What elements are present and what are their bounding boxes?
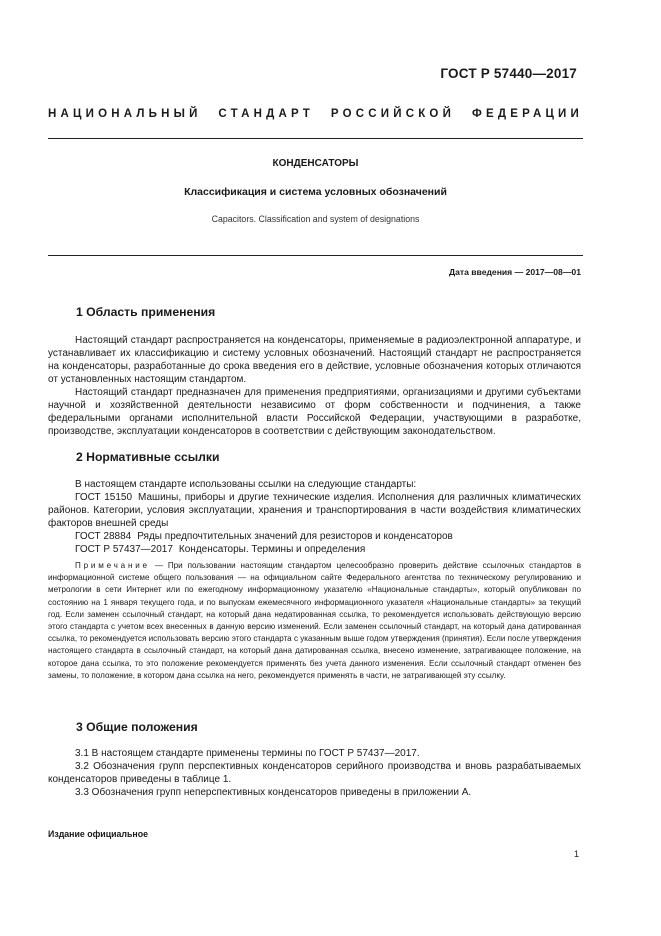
national-standard-banner: НАЦИОНАЛЬНЫЙ СТАНДАРТ РОССИЙСКОЙ ФЕДЕРАЦИИ [48,108,583,120]
gost-code: ГОСТ Р 57440—2017 [440,66,577,81]
note-text: — При пользовании настоящим стандартом целесообразно проверить действие ссылочных стандартов в информационной системе общего пользования — на официальном сайте Федерального агентства по техническому регулированию и метрологии в сети Интернет или по ежегодному информационному указателю «Национальные стандарты», который опубликован по состоянию на 1 января текущего года, и по выпускам ежемесячного информационного указателя «Национальные стандарты» за текущий год. Если заменен ссылочный стандарт, на который дана недатированная ссылка, то рекомендуется использовать действующую версию этого стандарта с учетом всех внесенных в данную версию изменений. Если заменен ссылочный стандарт, на который дана датированная ссылка, то рекомендуется использовать версию этого стандарта с указанным выше годом утверждения (принятия). Если после утверждения настоящего стандарта в ссылочный стандарт, на который дана датированная ссылка, внесено изменение, затрагивающее положение, на которое дана ссылка, то это положение рекомендуется применять без учета данного изменения. Если ссылочный стандарт отменен без замены, то положение, в котором дана ссылка на него, рекомендуется применять в части, не затрагивающей эту ссылку. [48,561,581,680]
title-divider [48,255,583,256]
official-edition-label: Издание официальное [48,829,148,839]
section-3-paragraph-3: 3.3 Обозначения групп неперспективных конденсаторов приведены в приложении А. [75,787,472,798]
reference-item [48,543,581,556]
reference-title: Ряды предпочтительных значений для резисторов и конденсаторов [137,531,453,542]
reference-code: ГОСТ 28884 [75,531,132,542]
document-title: КОНДЕНСАТОРЫ [272,158,359,169]
english-title: Capacitors. Classification and system of designations [211,214,420,224]
reference-title: Конденсаторы. Термины и определения [178,544,366,555]
section-3-heading: 3 Общие положения [76,720,198,734]
effective-date: Дата введения — 2017—08—01 [448,267,581,277]
reference-item [48,491,581,530]
section-2-heading: 2 Нормативные ссылки [76,450,220,464]
reference-title: Машины, приборы и другие технические изделия. Исполнения для различных климатических районов. Категории, условия эксплуатации, хранения и транспортирования в части воздействия климатических факторов внешней среды [48,492,581,529]
reference-note [48,560,581,682]
section-1-paragraph-2: Настоящий стандарт предназначен для применения предприятиями, организациями и другими субъектами научной и хозяйственной деятельности независимо от форм собственности и подчинения, а также федеральными органами исполнительной власти Российской Федерации, участвующими в разработке, производстве, эксплуатации конденсаторов в соответствии с действующим законодательством. [48,387,581,437]
section-3-paragraph-2: 3.2 Обозначения групп перспективных конденсаторов серийного производства и вновь разрабатываемых конденсаторов приведены в таблице 1. [48,761,581,785]
section-1-paragraph-1: Настоящий стандарт распространяется на конденсаторы, применяемые в радиоэлектронной аппаратуре, и устанавливает их классификацию и систему условных обозначений. Настоящий стандарт не распространяется на конденсаторы, разработанные до срока введения его в действие, условные обозначения которых отличаются от установленных настоящим стандартом. [48,335,581,385]
section-2-body [48,478,581,556]
section-1-heading: 1 Область применения [76,305,216,319]
section-3-body [48,747,581,799]
section-3-paragraph-1: 3.1 В настоящем стандарте применены термины по ГОСТ Р 57437—2017. [75,748,420,759]
reference-code: ГОСТ Р 57437—2017 [75,544,173,555]
document-subtitle: Классификация и система условных обозначений [184,186,447,198]
page-number: 1 [573,849,579,859]
section-1-body [48,334,581,438]
top-divider [48,138,583,139]
reference-item [48,530,581,543]
section-2-intro: В настоящем стандарте использованы ссылки на следующие стандарты: [75,479,417,490]
reference-code: ГОСТ 15150 [75,492,133,503]
note-label: Примечание [75,561,150,570]
